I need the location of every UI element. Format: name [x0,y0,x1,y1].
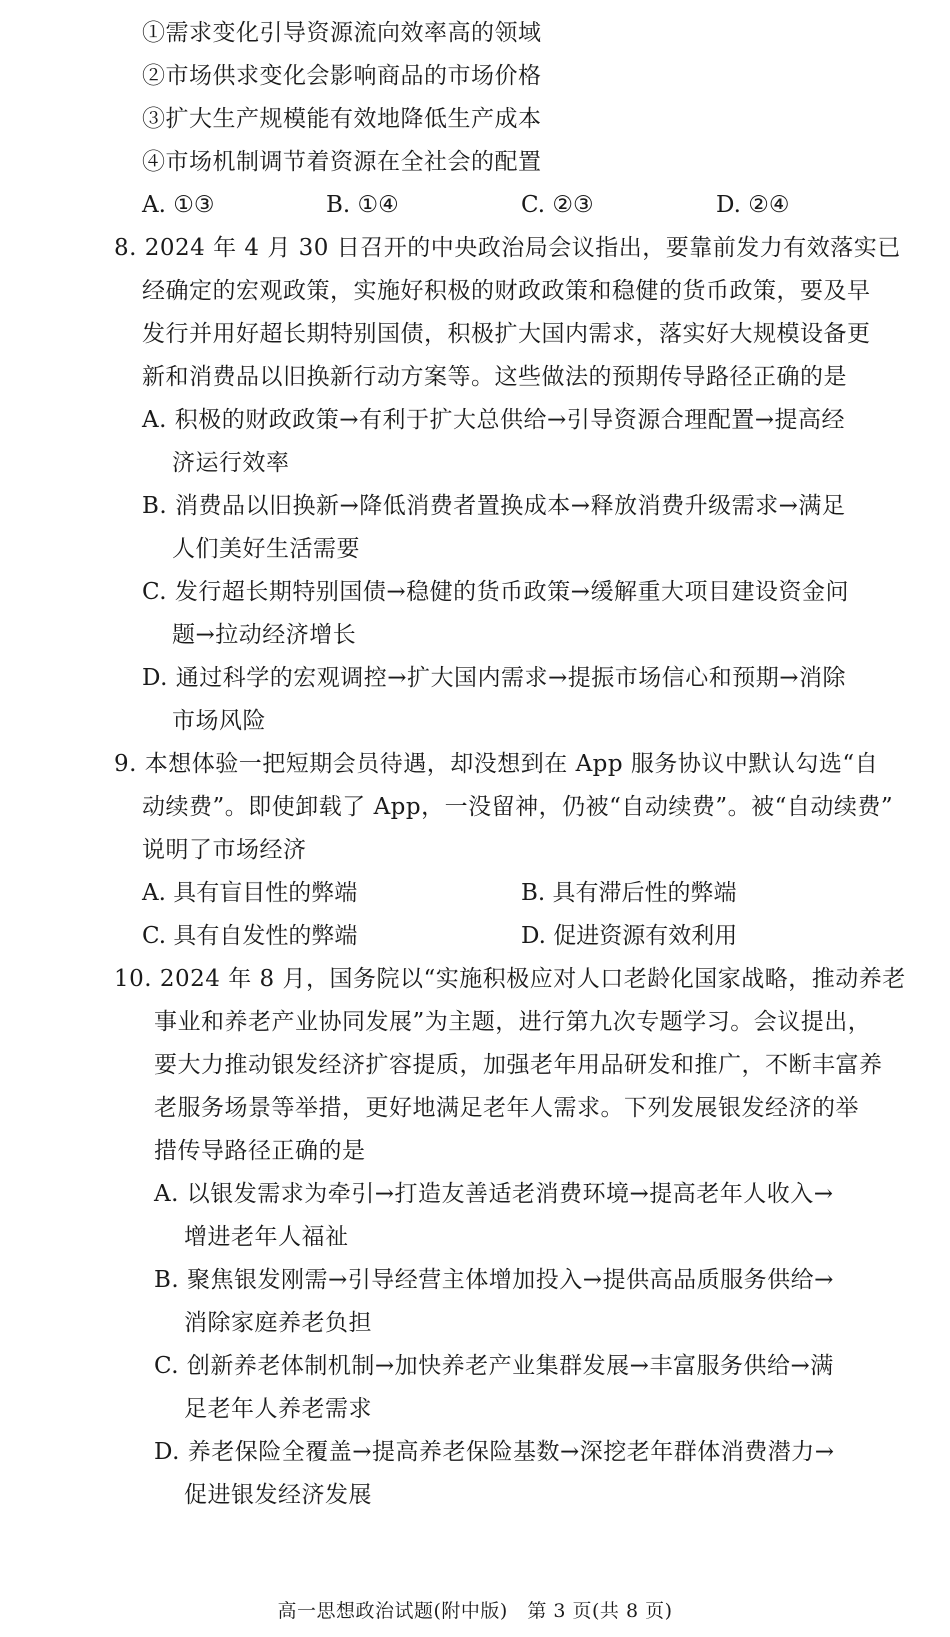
q9-option-d[interactable]: D. 促进资源有效利用 [521,923,738,949]
q8-option-d[interactable]: D. 通过科学的宏观调控→扩大国内需求→提振市场信心和预期→消除 [142,665,847,691]
q7-option-c[interactable]: C. ②③ [521,192,594,218]
q10-option-b[interactable]: B. 聚焦银发刚需→引导经营主体增加投入→提供高品质服务供给→ [154,1267,834,1293]
q8-option-b[interactable]: B. 消费品以旧换新→降低消费者置换成本→释放消费升级需求→满足 [142,493,846,519]
q7-statement-4: ④市场机制调节着资源在全社会的配置 [142,149,542,175]
q7-statement-3: ③扩大生产规模能有效地降低生产成本 [142,106,542,132]
q10-option-c[interactable]: C. 创新养老体制机制→加快养老产业集群发展→丰富服务供给→满 [154,1353,834,1379]
q8-stem-line-1: 8. 2024 年 4 月 30 日召开的中央政治局会议指出，要靠前发力有效落实已 [114,235,901,261]
page-footer: 高一思想政治试题(附中版) 第 3 页(共 8 页) [277,1600,673,1622]
q8-option-d-cont: 市场风险 [172,708,266,734]
q10-stem-line-4: 老服务场景等举措，更好地满足老年人需求。下列发展银发经济的举 [154,1095,859,1121]
q7-option-a[interactable]: A. ①③ [142,192,215,218]
q10-stem-line-1: 10. 2024 年 8 月，国务院以“实施积极应对人口老龄化国家战略，推动养老 [114,966,906,992]
q8-option-a[interactable]: A. 积极的财政政策→有利于扩大总供给→引导资源合理配置→提高经 [142,407,846,433]
q10-stem-line-2: 事业和养老产业协同发展”为主题，进行第九次专题学习。会议提出， [154,1009,872,1035]
q10-option-d-cont: 促进银发经济发展 [184,1482,372,1508]
q9-stem-line-1: 9. 本想体验一把短期会员待遇，却没想到在 App 服务协议中默认勾选“自 [114,751,879,777]
q10-option-c-cont: 足老年人养老需求 [184,1396,372,1422]
q7-statement-2: ②市场供求变化会影响商品的市场价格 [142,63,542,89]
q7-option-d[interactable]: D. ②④ [716,192,790,218]
q8-stem-line-3: 发行并用好超长期特别国债，积极扩大国内需求，落实好大规模设备更 [142,321,871,347]
q9-option-c[interactable]: C. 具有自发性的弊端 [142,923,358,949]
q8-option-a-cont: 济运行效率 [172,450,290,476]
q8-stem-line-2: 经确定的宏观政策，实施好积极的财政政策和稳健的货币政策，要及早 [142,278,871,304]
q9-option-b[interactable]: B. 具有滞后性的弊端 [521,880,737,906]
q7-statement-1: ①需求变化引导资源流向效率高的领域 [142,20,542,46]
q10-stem-line-3: 要大力推动银发经济扩容提质，加强老年用品研发和推广，不断丰富养 [154,1052,883,1078]
q9-option-a[interactable]: A. 具有盲目性的弊端 [142,880,358,906]
q8-option-c[interactable]: C. 发行超长期特别国债→稳健的货币政策→缓解重大项目建设资金问 [142,579,849,605]
q7-option-b[interactable]: B. ①④ [326,192,399,218]
q8-option-b-cont: 人们美好生活需要 [172,536,360,562]
q8-stem-line-4: 新和消费品以旧换新行动方案等。这些做法的预期传导路径正确的是 [142,364,847,390]
q8-option-c-cont: 题→拉动经济增长 [172,622,357,648]
q9-stem-line-3: 说明了市场经济 [142,837,307,863]
q10-option-a[interactable]: A. 以银发需求为牵引→打造友善适老消费环境→提高老年人收入→ [154,1181,834,1207]
q9-stem-line-2: 动续费”。即使卸载了 App，一没留神，仍被“自动续费”。被“自动续费” [142,794,894,820]
q10-option-d[interactable]: D. 养老保险全覆盖→提高养老保险基数→深挖老年群体消费潜力→ [154,1439,835,1465]
q10-option-a-cont: 增进老年人福祉 [184,1224,349,1250]
q10-stem-line-5: 措传导路径正确的是 [154,1138,366,1164]
q10-option-b-cont: 消除家庭养老负担 [184,1310,372,1336]
